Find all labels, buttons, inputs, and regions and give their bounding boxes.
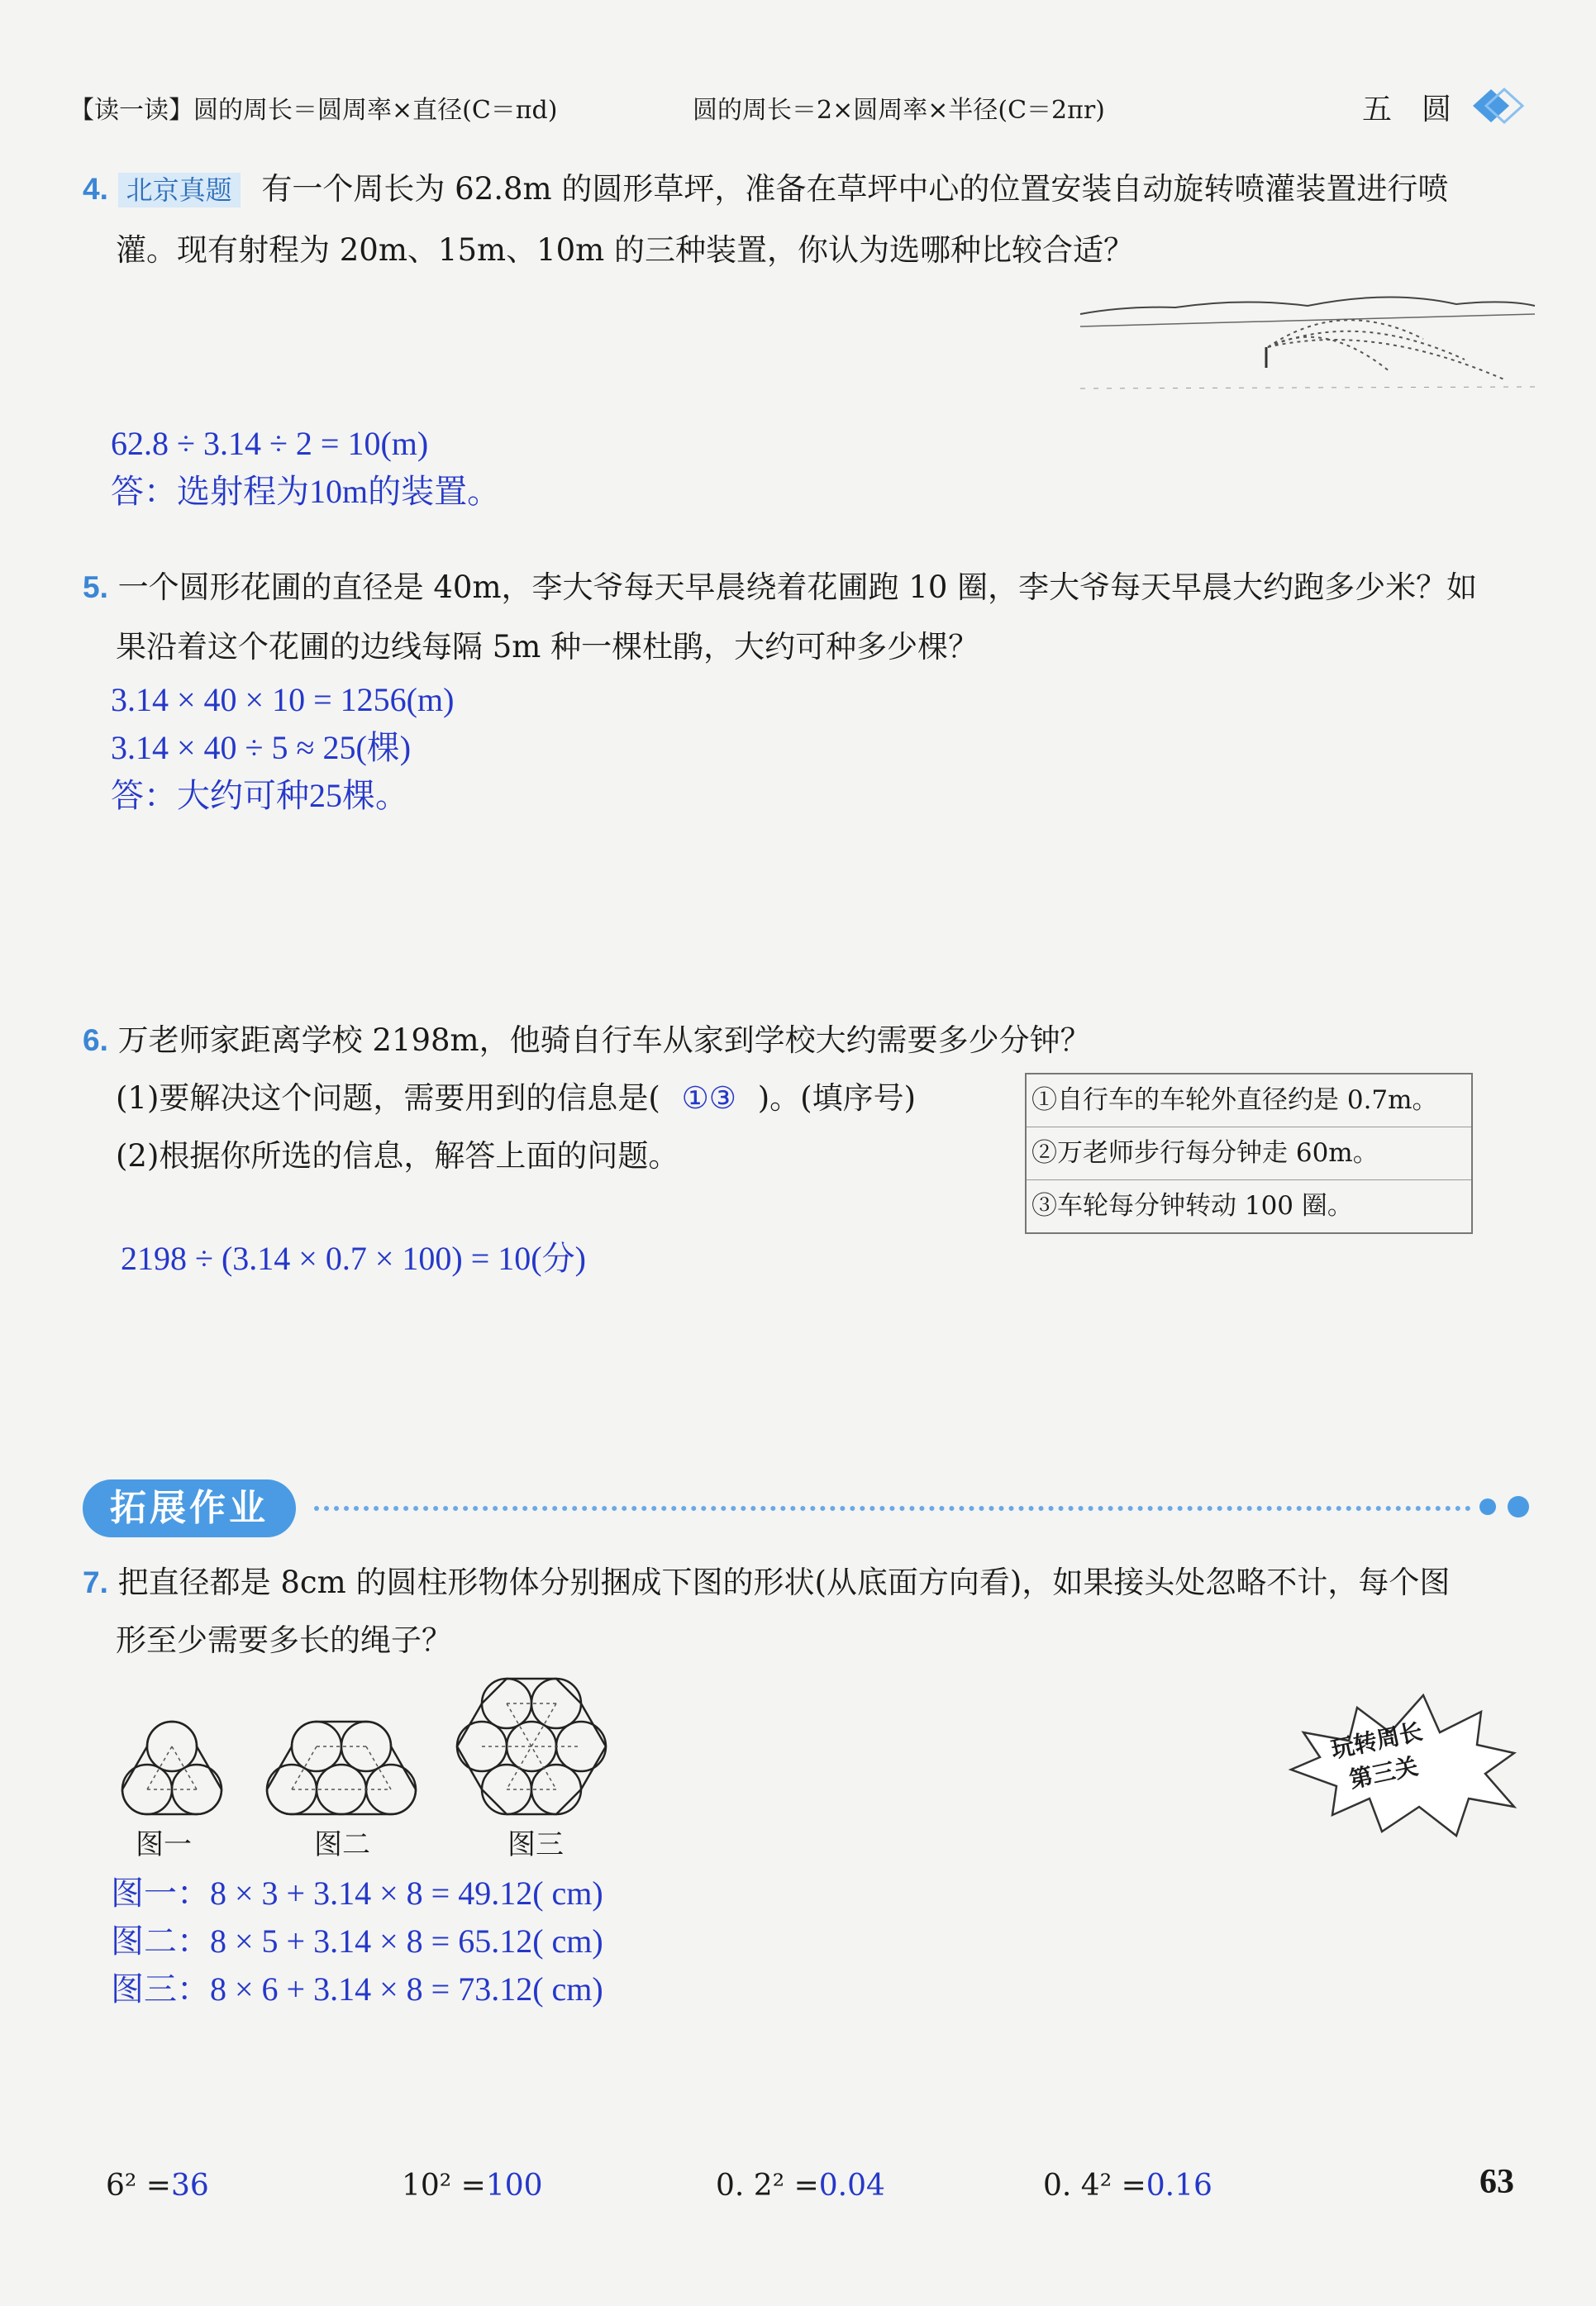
sub1-suffix: )。(填序号) — [757, 1080, 917, 1116]
question-6-sub1 — [116, 1070, 916, 1128]
question-number: 4. — [83, 172, 108, 206]
square-value: 100 — [485, 2169, 543, 2203]
figure-3-caption: 图三 — [507, 1828, 564, 1861]
figure-1-caption: 图一 — [136, 1828, 192, 1861]
sprinkler-lawn-illustration — [1076, 281, 1539, 405]
question-6 — [83, 1012, 1091, 1070]
info-item-1: ①自行车的车轮外直径约是 0.7m。 — [1031, 1085, 1438, 1115]
square-fact-2 — [402, 2169, 543, 2203]
answer-4-line1: 62.8 ÷ 3.14 ÷ 2 = 10(m) — [111, 425, 429, 462]
answer-5-line3: 答：大约可种25棵。 — [111, 777, 408, 814]
square-expr: 0. 4² = — [1043, 2169, 1146, 2203]
question-text-line1: 一个圆形花圃的直径是 40m，李大爷每天早晨绕着花圃跑 10 圈，李大爷每天早晨大约跑多少米？如 — [117, 569, 1478, 605]
figure-3-hexagon-bundle — [453, 1675, 610, 1823]
header-diamond-icon — [1465, 81, 1531, 131]
question-text-line1: 把直径都是 8cm 的圆柱形物体分别捆成下图的形状(从底面方向看)，如果接头处忽略不计，每个图 — [117, 1565, 1451, 1600]
answer-7-figure-2: 图二：8 × 5 + 3.14 × 8 = 65.12( cm) — [111, 1922, 603, 1960]
question-4 — [83, 160, 1537, 219]
square-value: 0.04 — [818, 2169, 885, 2203]
question-number: 7. — [83, 1565, 108, 1599]
question-7 — [83, 1554, 1562, 1612]
question-number: 6. — [83, 1023, 108, 1057]
section-dotted-divider — [314, 1506, 1471, 1511]
badge-line-1: 玩转周长 — [1328, 1718, 1425, 1764]
info-item-2: ②万老师步行每分钟走 60m。 — [1027, 1127, 1471, 1179]
unit-title: 五 圆 — [1362, 93, 1452, 126]
info-item-3: ③车轮每分钟转动 100 圈。 — [1027, 1179, 1471, 1232]
question-text-line1: 有一个周长为 62.8m 的圆形草坪，准备在草坪中心的位置安装自动旋转喷灌装置进行喷 — [261, 171, 1449, 207]
page-number: 63 — [1479, 2163, 1514, 2201]
question-text-line1: 万老师家距离学校 2198m，他骑自行车从家到学校大约需要多少分钟？ — [117, 1022, 1091, 1058]
sub1-filled-answer: ①③ — [681, 1082, 736, 1116]
figure-2-trapezoid-bundle — [263, 1716, 420, 1823]
answer-5-line2: 3.14 × 40 ÷ 5 ≈ 25(棵) — [111, 729, 412, 766]
badge-line-2: 第三关 — [1346, 1752, 1421, 1794]
square-fact-4 — [1043, 2169, 1212, 2203]
square-fact-1 — [106, 2169, 209, 2203]
square-value: 36 — [170, 2169, 209, 2203]
sub1-prompt: (1)要解决这个问题，需要用到的信息是( — [116, 1080, 660, 1116]
answer-4-line2: 答：选射程为10m的装置。 — [111, 473, 501, 510]
question-7-line2: 形至少需要多长的绳子？ — [116, 1622, 452, 1658]
square-fact-3 — [716, 2169, 885, 2203]
header-reading-formula-1: 【读一读】圆的周长＝圆周率×直径(C＝πd) — [69, 96, 558, 125]
square-expr: 6² = — [106, 2169, 171, 2203]
figure-1-triangle-bundle — [114, 1716, 230, 1823]
answer-7-figure-3: 图三：8 × 6 + 3.14 × 8 = 73.12( cm) — [111, 1970, 603, 2008]
question-5 — [83, 559, 1562, 617]
square-value: 0.16 — [1146, 2169, 1212, 2203]
question-4-line2: 灌。现有射程为 20m、15m、10m 的三种装置，你认为选哪种比较合适？ — [116, 232, 1135, 268]
answer-6: 2198 ÷ (3.14 × 0.7 × 100) = 10(分) — [121, 1240, 586, 1277]
question-number: 5. — [83, 570, 108, 604]
answer-5-line1: 3.14 × 40 × 10 = 1256(m) — [111, 681, 455, 718]
square-expr: 0. 2² = — [716, 2169, 819, 2203]
divider-dot-large — [1508, 1496, 1529, 1517]
info-box — [1025, 1073, 1473, 1234]
source-tag: 北京真题 — [118, 173, 241, 207]
question-5-line2: 果沿着这个花圃的边线每隔 5m 种一棵杜鹃，大约可种多少棵？ — [116, 629, 979, 665]
divider-dot — [1479, 1498, 1496, 1515]
figure-2-caption: 图二 — [314, 1828, 370, 1861]
square-expr: 10² = — [402, 2169, 486, 2203]
header-reading-formula-2: 圆的周长＝2×圆周率×半径(C＝2πr) — [693, 96, 1105, 125]
section-banner-extended-homework: 拓展作业 — [83, 1479, 296, 1537]
question-6-sub2: (2)根据你所选的信息，解答上面的问题。 — [116, 1138, 679, 1174]
answer-7-figure-1: 图一：8 × 3 + 3.14 × 8 = 49.12( cm) — [111, 1875, 603, 1912]
